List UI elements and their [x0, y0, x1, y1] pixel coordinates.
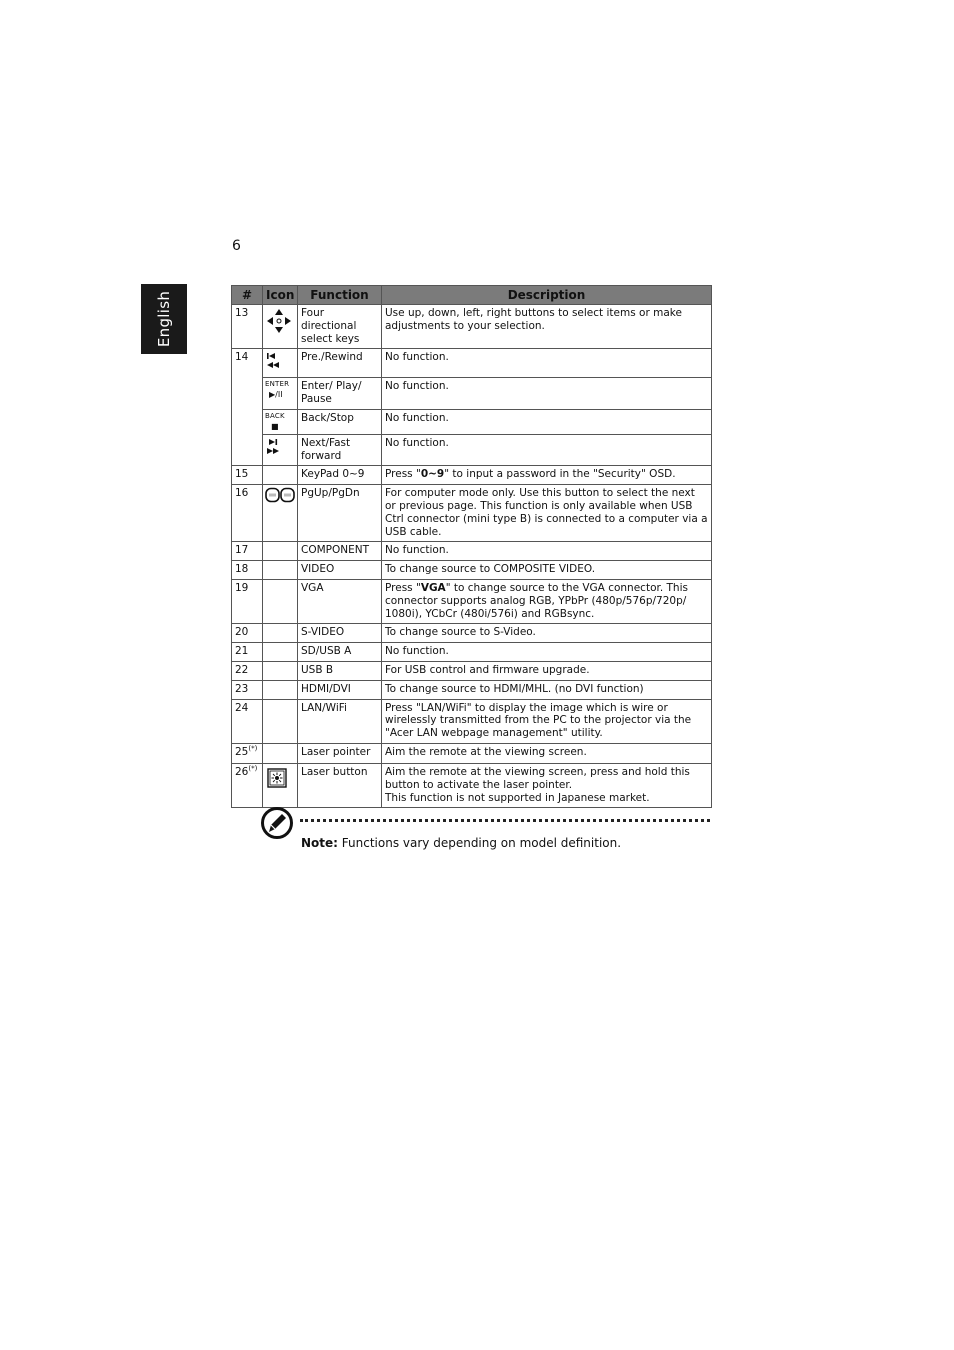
note-label: Note:	[301, 836, 338, 850]
row-function: COMPONENT	[298, 542, 382, 561]
table-row	[232, 643, 712, 662]
header-description: Description	[382, 286, 712, 305]
row-description: Aim the remote at the viewing screen.	[382, 743, 712, 763]
row-description: No function.	[382, 542, 712, 561]
row-description: No function.	[382, 434, 712, 466]
row-icon-cell	[263, 378, 298, 410]
row-description: No function.	[382, 378, 712, 410]
header-function: Function	[298, 286, 382, 305]
row-function: VIDEO	[298, 561, 382, 580]
row-number: 16	[232, 485, 263, 542]
row-icon-cell	[263, 763, 298, 807]
table-row	[232, 743, 712, 763]
table-row	[232, 349, 712, 378]
row-function: SD/USB A	[298, 643, 382, 662]
dpad-icon	[265, 307, 293, 335]
row-function: Laser pointer	[298, 743, 382, 763]
footnote-marker: (*)	[248, 764, 258, 773]
row-function: Back/Stop	[298, 409, 382, 434]
row-function: KeyPad 0~9	[298, 466, 382, 485]
row-number: 19	[232, 579, 263, 623]
row-number: 23	[232, 680, 263, 699]
row-description: No function.	[382, 643, 712, 662]
row-icon-cell	[263, 485, 298, 542]
row-icon-cell	[263, 661, 298, 680]
row-icon-cell	[263, 743, 298, 763]
row-description: For computer mode only. Use this button to select the next or previous page. This function is only available when USB Ctrl connector (mini type B) is connected to a computer via a USB cable.	[382, 485, 712, 542]
note-pencil-icon	[260, 806, 294, 840]
row-icon-cell	[263, 434, 298, 466]
row-number: 13	[232, 305, 263, 349]
row-description: No function.	[382, 349, 712, 378]
table-row	[232, 466, 712, 485]
row-icon-cell	[263, 349, 298, 378]
row-function: Pre./Rewind	[298, 349, 382, 378]
row-description: Press "VGA" to change source to the VGA connector. This connector supports analog RGB, YPbPr (480p/576p/720p/ 1080i), YCbCr (480i/576i) and RGBsync.	[382, 579, 712, 623]
row-icon-cell	[263, 624, 298, 643]
row-description: Use up, down, left, right buttons to select items or make adjustments to your selection.	[382, 305, 712, 349]
row-description: Press "0~9" to input a password in the "Security" OSD.	[382, 466, 712, 485]
back-label: BACK	[265, 411, 285, 420]
row-number: 21	[232, 643, 263, 662]
table-row	[232, 699, 712, 743]
row-description: For USB control and firmware upgrade.	[382, 661, 712, 680]
row-description: To change source to HDMI/MHL. (no DVI function)	[382, 680, 712, 699]
stop-icon: ■	[271, 421, 279, 431]
row-icon-cell	[263, 699, 298, 743]
row-function: Enter/ Play/ Pause	[298, 378, 382, 410]
table-row	[232, 305, 712, 349]
row-function: Next/Fast forward	[298, 434, 382, 466]
enter-label: ENTER	[265, 380, 290, 389]
row-number: 25(*)	[232, 743, 263, 763]
table-row	[232, 409, 712, 434]
play-pause-icon: ▶/II	[269, 390, 283, 400]
fast-forward-icon	[265, 437, 283, 457]
table-row	[232, 378, 712, 410]
row-icon-cell	[263, 305, 298, 349]
header-number: #	[232, 286, 263, 305]
row-number: 26(*)	[232, 763, 263, 807]
table-row	[232, 542, 712, 561]
row-function: Four directional select keys	[298, 305, 382, 349]
row-description: Aim the remote at the viewing screen, press and hold this button to activate the laser pointer. This function is not supported in Japanese market.	[382, 763, 712, 807]
table-row	[232, 434, 712, 466]
row-number: 24	[232, 699, 263, 743]
row-icon-cell	[263, 409, 298, 434]
row-icon-cell	[263, 579, 298, 623]
side-tab-label: English	[155, 290, 173, 348]
note-divider	[300, 819, 710, 822]
page-number: 6	[232, 238, 241, 254]
row-icon-cell	[263, 680, 298, 699]
note-body: Functions vary depending on model definition.	[341, 836, 622, 850]
table-header-row	[232, 286, 712, 305]
table-row	[232, 561, 712, 580]
row-number: 15	[232, 466, 263, 485]
row-number: 17	[232, 542, 263, 561]
header-icon: Icon	[263, 286, 298, 305]
row-description: Press "LAN/WiFi" to display the image which is wire or wirelessly transmitted from the PC to the projector via the "Acer LAN webpage management" utility.	[382, 699, 712, 743]
row-function: VGA	[298, 579, 382, 623]
remote-function-table	[231, 285, 712, 808]
footnote-marker: (*)	[248, 744, 258, 753]
row-description: To change source to COMPOSITE VIDEO.	[382, 561, 712, 580]
row-icon-cell	[263, 643, 298, 662]
table-row	[232, 763, 712, 807]
row-description: No function.	[382, 409, 712, 434]
language-side-tab	[141, 284, 187, 354]
table-row	[232, 661, 712, 680]
row-number: 14	[232, 349, 263, 466]
row-number: 20	[232, 624, 263, 643]
note-text	[301, 836, 621, 850]
row-function: USB B	[298, 661, 382, 680]
row-icon-cell	[263, 561, 298, 580]
row-number: 22	[232, 661, 263, 680]
row-icon-cell	[263, 466, 298, 485]
row-function: HDMI/DVI	[298, 680, 382, 699]
row-function: S-VIDEO	[298, 624, 382, 643]
row-description: To change source to S-Video.	[382, 624, 712, 643]
row-function: LAN/WiFi	[298, 699, 382, 743]
pgup-pgdn-icon	[265, 487, 295, 503]
laser-button-icon	[266, 767, 288, 789]
table-row	[232, 624, 712, 643]
row-icon-cell	[263, 542, 298, 561]
row-function: PgUp/PgDn	[298, 485, 382, 542]
table-row	[232, 579, 712, 623]
rewind-icon	[265, 351, 283, 371]
row-number: 18	[232, 561, 263, 580]
note-box	[260, 806, 712, 856]
table-row	[232, 485, 712, 542]
row-function: Laser button	[298, 763, 382, 807]
table-row	[232, 680, 712, 699]
